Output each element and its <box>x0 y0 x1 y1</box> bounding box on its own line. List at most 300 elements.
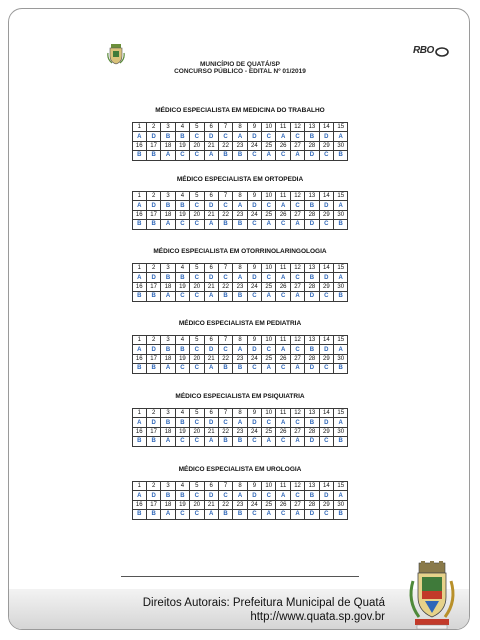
answer-cell: B <box>233 220 247 229</box>
answer-key-block <box>9 175 470 230</box>
answer-cell: A <box>204 220 218 229</box>
question-number-cell: 5 <box>190 482 204 491</box>
question-number-cell: 22 <box>218 427 232 436</box>
question-number-cell: 4 <box>175 336 189 345</box>
answer-cell: A <box>262 151 276 160</box>
answer-cell: C <box>190 364 204 373</box>
question-number-cell: 18 <box>161 282 175 291</box>
answer-cell: A <box>262 437 276 446</box>
answer-cell: A <box>132 345 146 354</box>
question-number-cell: 20 <box>190 500 204 509</box>
question-number-cell: 28 <box>305 500 319 509</box>
question-number-cell: 24 <box>247 141 261 150</box>
answer-cell: A <box>276 345 290 354</box>
answer-cell: B <box>175 345 189 354</box>
answers-row <box>132 364 348 373</box>
answer-cell: C <box>175 364 189 373</box>
question-number-cell: 11 <box>276 123 290 132</box>
question-number-cell: 11 <box>276 409 290 418</box>
answer-cell: C <box>262 132 276 141</box>
question-number-cell: 13 <box>305 264 319 273</box>
website-url: http://www.quata.sp.gov.br <box>250 611 385 623</box>
question-number-cell: 2 <box>146 192 160 201</box>
question-number-cell: 18 <box>161 427 175 436</box>
question-number-cell: 8 <box>233 482 247 491</box>
question-number-cell: 10 <box>262 336 276 345</box>
question-number-cell: 28 <box>305 210 319 219</box>
question-number-cell: 16 <box>132 500 146 509</box>
answer-cell: A <box>290 220 304 229</box>
question-number-cell: 2 <box>146 336 160 345</box>
answer-cell: C <box>190 437 204 446</box>
answer-cell: A <box>204 292 218 301</box>
answer-key-table <box>132 481 349 520</box>
answer-cell: D <box>247 418 261 427</box>
answer-cell: C <box>175 292 189 301</box>
answer-cell: A <box>290 437 304 446</box>
question-number-cell: 27 <box>290 427 304 436</box>
question-number-cell: 12 <box>290 264 304 273</box>
answer-cell: C <box>290 273 304 282</box>
question-number-cell: 11 <box>276 336 290 345</box>
question-number-cell: 16 <box>132 427 146 436</box>
answer-cell: D <box>204 201 218 210</box>
answer-cell: B <box>132 437 146 446</box>
answer-cell: A <box>262 220 276 229</box>
question-number-cell: 6 <box>204 482 218 491</box>
answer-cell: A <box>290 151 304 160</box>
answer-cell: A <box>204 364 218 373</box>
question-number-cell: 9 <box>247 192 261 201</box>
question-number-cell: 29 <box>319 427 333 436</box>
answer-cell: B <box>334 437 348 446</box>
answer-cell: B <box>161 201 175 210</box>
question-number-cell: 22 <box>218 354 232 363</box>
question-number-cell: 23 <box>233 427 247 436</box>
answer-cell: C <box>276 437 290 446</box>
question-number-cell: 26 <box>276 500 290 509</box>
exam-title: MÉDICO ESPECIALISTA EM UROLOGIA <box>178 466 302 473</box>
question-number-cell: 17 <box>146 427 160 436</box>
question-number-cell: 3 <box>161 482 175 491</box>
coat-of-arms-icon <box>405 561 459 630</box>
answer-cell: C <box>262 418 276 427</box>
question-number-cell: 10 <box>262 192 276 201</box>
answer-cell: B <box>146 364 160 373</box>
question-number-cell: 5 <box>190 264 204 273</box>
question-number-cell: 11 <box>276 192 290 201</box>
answer-cell: A <box>290 292 304 301</box>
question-number-cell: 28 <box>305 141 319 150</box>
question-number-cell: 6 <box>204 264 218 273</box>
answer-cell: D <box>247 491 261 500</box>
question-number-cell: 30 <box>334 210 348 219</box>
answers-row <box>132 132 348 141</box>
answer-cell: D <box>146 491 160 500</box>
question-number-cell: 27 <box>290 210 304 219</box>
answer-cell: A <box>204 151 218 160</box>
question-number-cell: 26 <box>276 141 290 150</box>
question-numbers-row <box>132 282 348 291</box>
answer-cell: C <box>175 437 189 446</box>
exam-title: MÉDICO ESPECIALISTA EM PEDIATRIA <box>178 320 302 327</box>
answer-cell: B <box>161 345 175 354</box>
answer-cell: C <box>319 292 333 301</box>
answer-cell: B <box>305 273 319 282</box>
answer-cell: C <box>190 201 204 210</box>
answer-cell: C <box>175 220 189 229</box>
question-number-cell: 13 <box>305 482 319 491</box>
answer-cell: D <box>204 491 218 500</box>
answer-cell: C <box>247 510 261 519</box>
question-number-cell: 8 <box>233 264 247 273</box>
answer-cell: D <box>204 273 218 282</box>
question-number-cell: 2 <box>146 409 160 418</box>
question-number-cell: 22 <box>218 282 232 291</box>
answer-cell: A <box>262 364 276 373</box>
question-number-cell: 12 <box>290 409 304 418</box>
answers-row <box>132 201 348 210</box>
answer-cell: B <box>132 292 146 301</box>
question-number-cell: 12 <box>290 192 304 201</box>
question-numbers-row <box>132 210 348 219</box>
answer-cell: C <box>247 437 261 446</box>
answer-cell: C <box>262 201 276 210</box>
answer-cell: A <box>334 201 348 210</box>
question-number-cell: 1 <box>132 336 146 345</box>
answer-cell: B <box>146 292 160 301</box>
question-number-cell: 24 <box>247 210 261 219</box>
question-number-cell: 29 <box>319 282 333 291</box>
question-numbers-row <box>132 123 348 132</box>
question-number-cell: 10 <box>262 264 276 273</box>
question-number-cell: 13 <box>305 336 319 345</box>
answer-cell: B <box>233 510 247 519</box>
question-number-cell: 19 <box>175 354 189 363</box>
answer-cell: C <box>319 151 333 160</box>
answer-cell: D <box>319 132 333 141</box>
question-number-cell: 7 <box>218 123 232 132</box>
document-page <box>8 8 470 630</box>
answer-key-block <box>9 106 470 161</box>
answer-cell: D <box>305 220 319 229</box>
answer-cell: B <box>305 491 319 500</box>
answer-key-block <box>9 319 470 374</box>
question-number-cell: 13 <box>305 192 319 201</box>
question-number-cell: 18 <box>161 210 175 219</box>
answer-cell: C <box>290 201 304 210</box>
question-number-cell: 7 <box>218 336 232 345</box>
answer-cell: B <box>233 151 247 160</box>
question-number-cell: 6 <box>204 409 218 418</box>
answer-cell: A <box>262 292 276 301</box>
answer-cell: A <box>204 437 218 446</box>
answer-cell: B <box>218 220 232 229</box>
question-number-cell: 18 <box>161 141 175 150</box>
answer-cell: A <box>161 437 175 446</box>
answer-cell: A <box>161 220 175 229</box>
answer-cell: C <box>190 345 204 354</box>
question-number-cell: 13 <box>305 123 319 132</box>
question-number-cell: 4 <box>175 123 189 132</box>
answer-cell: A <box>161 151 175 160</box>
footer-divider <box>121 576 359 577</box>
answers-row <box>132 491 348 500</box>
question-number-cell: 25 <box>262 500 276 509</box>
answer-cell: C <box>190 418 204 427</box>
answers-row <box>132 292 348 301</box>
question-number-cell: 29 <box>319 354 333 363</box>
answer-cell: D <box>146 418 160 427</box>
question-number-cell: 14 <box>319 409 333 418</box>
answer-cell: A <box>276 418 290 427</box>
answer-cell: B <box>175 418 189 427</box>
answer-cell: A <box>233 132 247 141</box>
answer-cell: C <box>319 220 333 229</box>
question-number-cell: 17 <box>146 282 160 291</box>
question-number-cell: 11 <box>276 264 290 273</box>
question-number-cell: 30 <box>334 282 348 291</box>
copyright-text: Direitos Autorais: Prefeitura Municipal de Quatá <box>142 597 385 609</box>
answer-cell: B <box>218 510 232 519</box>
answer-cell: D <box>305 292 319 301</box>
answer-cell: B <box>218 292 232 301</box>
question-number-cell: 21 <box>204 210 218 219</box>
answer-cell: D <box>146 273 160 282</box>
question-number-cell: 11 <box>276 482 290 491</box>
answer-cell: B <box>132 220 146 229</box>
question-number-cell: 14 <box>319 123 333 132</box>
answer-cell: C <box>218 273 232 282</box>
question-number-cell: 6 <box>204 336 218 345</box>
question-number-cell: 14 <box>319 264 333 273</box>
answer-cell: A <box>276 201 290 210</box>
question-number-cell: 23 <box>233 282 247 291</box>
question-number-cell: 29 <box>319 141 333 150</box>
question-number-cell: 30 <box>334 354 348 363</box>
answer-cell: A <box>276 273 290 282</box>
question-number-cell: 14 <box>319 482 333 491</box>
question-number-cell: 28 <box>305 354 319 363</box>
question-number-cell: 29 <box>319 500 333 509</box>
question-number-cell: 5 <box>190 409 204 418</box>
answer-cell: A <box>132 418 146 427</box>
question-number-cell: 2 <box>146 482 160 491</box>
question-number-cell: 17 <box>146 500 160 509</box>
answer-cell: D <box>247 345 261 354</box>
question-number-cell: 9 <box>247 409 261 418</box>
answer-cell: C <box>218 345 232 354</box>
answer-cell: C <box>175 151 189 160</box>
question-number-cell: 16 <box>132 354 146 363</box>
exam-title: MÉDICO ESPECIALISTA EM MEDICINA DO TRABALHO <box>155 107 325 114</box>
answer-cell: C <box>262 345 276 354</box>
question-number-cell: 7 <box>218 192 232 201</box>
answer-cell: C <box>190 273 204 282</box>
answer-cell: A <box>132 132 146 141</box>
answer-cell: A <box>204 510 218 519</box>
question-number-cell: 21 <box>204 427 218 436</box>
question-numbers-row <box>132 409 348 418</box>
answer-key-table <box>132 408 349 447</box>
question-number-cell: 26 <box>276 354 290 363</box>
question-number-cell: 13 <box>305 409 319 418</box>
question-number-cell: 23 <box>233 500 247 509</box>
question-number-cell: 2 <box>146 264 160 273</box>
answer-cell: B <box>334 220 348 229</box>
question-number-cell: 6 <box>204 123 218 132</box>
question-number-cell: 6 <box>204 192 218 201</box>
answer-cell: C <box>247 220 261 229</box>
answer-cell: B <box>161 273 175 282</box>
question-number-cell: 7 <box>218 482 232 491</box>
answer-cell: C <box>218 418 232 427</box>
answer-key-block <box>9 392 470 447</box>
question-number-cell: 3 <box>161 192 175 201</box>
answer-key-table <box>132 191 349 230</box>
question-number-cell: 9 <box>247 336 261 345</box>
answer-cell: A <box>132 273 146 282</box>
question-number-cell: 12 <box>290 123 304 132</box>
question-number-cell: 21 <box>204 282 218 291</box>
answer-cell: C <box>262 491 276 500</box>
answers-row <box>132 220 348 229</box>
answer-cell: B <box>305 418 319 427</box>
question-number-cell: 20 <box>190 354 204 363</box>
answer-cell: B <box>146 437 160 446</box>
question-number-cell: 16 <box>132 141 146 150</box>
answer-cell: D <box>204 418 218 427</box>
question-number-cell: 17 <box>146 141 160 150</box>
municipality-title: MUNICÍPIO DE QUATÁ/SP <box>199 61 281 68</box>
answer-cell: B <box>175 132 189 141</box>
question-number-cell: 24 <box>247 282 261 291</box>
answer-cell: B <box>233 292 247 301</box>
question-number-cell: 15 <box>334 482 348 491</box>
answer-cell: C <box>276 151 290 160</box>
answer-cell: A <box>276 132 290 141</box>
answer-cell: D <box>305 151 319 160</box>
question-number-cell: 24 <box>247 427 261 436</box>
question-number-cell: 5 <box>190 123 204 132</box>
question-numbers-row <box>132 500 348 509</box>
answer-cell: B <box>146 510 160 519</box>
question-number-cell: 15 <box>334 123 348 132</box>
answer-cell: B <box>146 220 160 229</box>
question-numbers-row <box>132 427 348 436</box>
question-number-cell: 5 <box>190 192 204 201</box>
answer-cell: C <box>276 364 290 373</box>
question-number-cell: 15 <box>334 264 348 273</box>
answer-cell: A <box>161 292 175 301</box>
question-number-cell: 17 <box>146 354 160 363</box>
question-number-cell: 23 <box>233 210 247 219</box>
question-numbers-row <box>132 141 348 150</box>
question-number-cell: 19 <box>175 282 189 291</box>
question-number-cell: 19 <box>175 210 189 219</box>
question-number-cell: 27 <box>290 354 304 363</box>
answer-cell: D <box>247 132 261 141</box>
question-number-cell: 19 <box>175 500 189 509</box>
exam-title: MÉDICO ESPECIALISTA EM ORTOPEDIA <box>176 176 304 183</box>
answers-row <box>132 151 348 160</box>
question-number-cell: 7 <box>218 264 232 273</box>
answer-cell: D <box>319 491 333 500</box>
answer-cell: A <box>290 510 304 519</box>
answer-cell: B <box>132 364 146 373</box>
answer-cell: D <box>305 510 319 519</box>
answer-cell: C <box>319 437 333 446</box>
question-number-cell: 26 <box>276 427 290 436</box>
question-number-cell: 15 <box>334 409 348 418</box>
answer-cell: B <box>175 491 189 500</box>
question-number-cell: 23 <box>233 354 247 363</box>
answer-cell: D <box>204 345 218 354</box>
answer-cell: B <box>218 437 232 446</box>
answer-cell: C <box>190 491 204 500</box>
answer-cell: A <box>233 201 247 210</box>
answer-cell: A <box>262 510 276 519</box>
answer-cell: C <box>276 292 290 301</box>
question-number-cell: 1 <box>132 264 146 273</box>
question-numbers-row <box>132 354 348 363</box>
question-number-cell: 21 <box>204 141 218 150</box>
answer-cell: C <box>218 201 232 210</box>
question-number-cell: 8 <box>233 123 247 132</box>
answer-cell: C <box>319 364 333 373</box>
question-numbers-row <box>132 482 348 491</box>
answer-cell: D <box>319 273 333 282</box>
answers-row <box>132 510 348 519</box>
answer-cell: D <box>146 132 160 141</box>
answer-cell: C <box>290 345 304 354</box>
answer-cell: C <box>290 132 304 141</box>
answer-key-block <box>9 465 470 520</box>
answer-cell: C <box>290 491 304 500</box>
answer-cell: D <box>319 345 333 354</box>
answer-cell: B <box>175 273 189 282</box>
answer-cell: B <box>175 201 189 210</box>
question-number-cell: 18 <box>161 500 175 509</box>
answer-cell: D <box>146 201 160 210</box>
answers-row <box>132 418 348 427</box>
question-number-cell: 10 <box>262 482 276 491</box>
answer-cell: A <box>334 491 348 500</box>
answer-cell: C <box>190 151 204 160</box>
answer-cell: D <box>146 345 160 354</box>
answers-row <box>132 437 348 446</box>
answer-cell: C <box>190 220 204 229</box>
exam-edital-title: CONCURSO PÚBLICO - EDITAL Nº 01/2019 <box>174 68 306 75</box>
question-number-cell: 4 <box>175 482 189 491</box>
answers-row <box>132 273 348 282</box>
question-number-cell: 10 <box>262 123 276 132</box>
answer-cell: C <box>319 510 333 519</box>
question-number-cell: 9 <box>247 482 261 491</box>
question-number-cell: 9 <box>247 123 261 132</box>
answer-cell: C <box>190 132 204 141</box>
answer-key-block <box>9 247 470 302</box>
rbo-logo-text: RBO <box>413 45 434 56</box>
question-number-cell: 27 <box>290 141 304 150</box>
answer-cell: B <box>334 292 348 301</box>
answer-cell: B <box>161 491 175 500</box>
answer-cell: D <box>319 201 333 210</box>
answer-cell: C <box>276 510 290 519</box>
question-number-cell: 28 <box>305 282 319 291</box>
question-number-cell: 1 <box>132 482 146 491</box>
question-numbers-row <box>132 264 348 273</box>
